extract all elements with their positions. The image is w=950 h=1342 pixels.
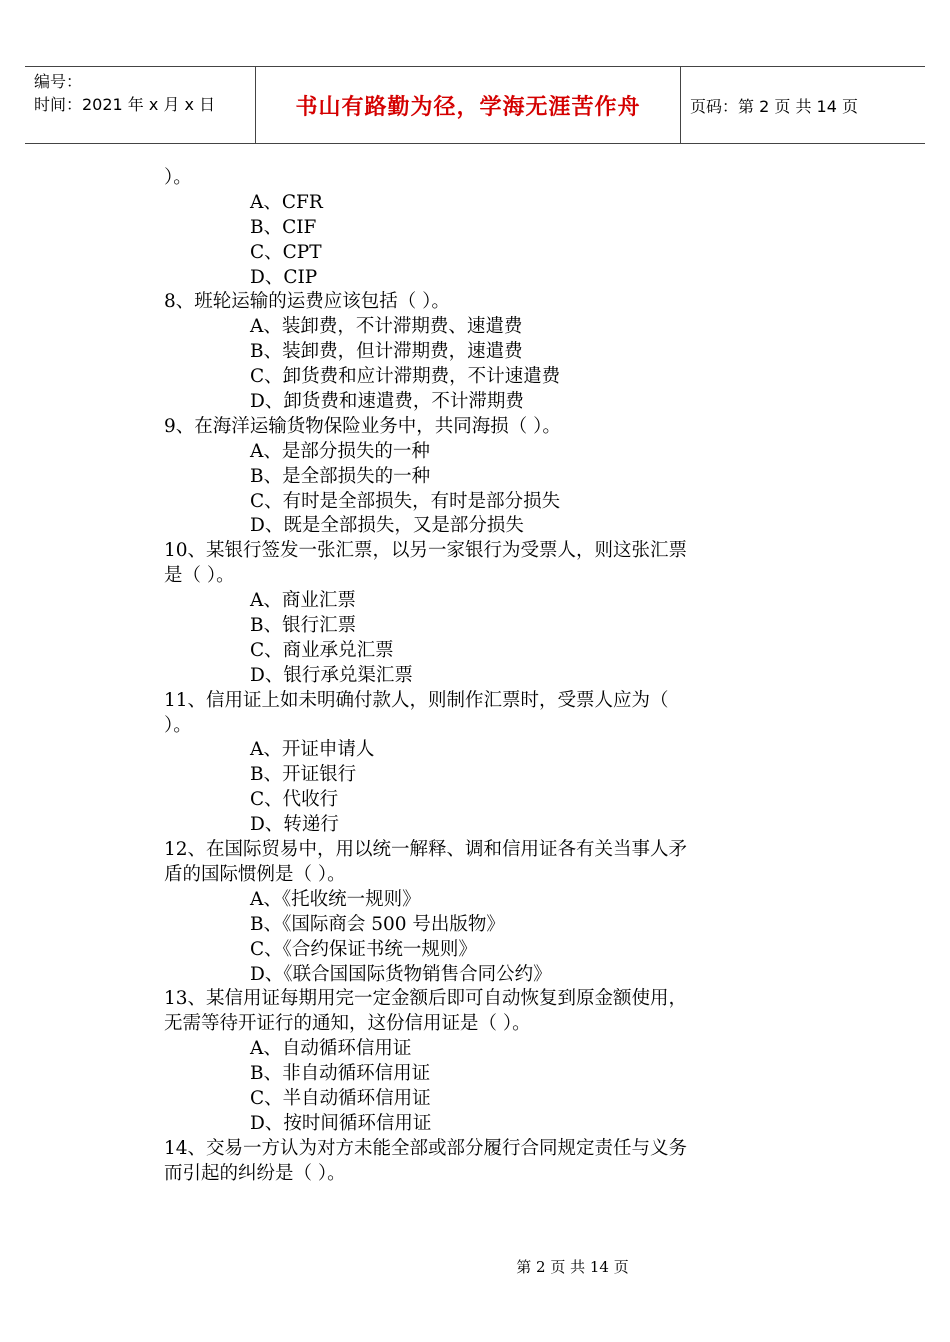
option-line: B、开证银行 — [250, 764, 357, 786]
question-line: 11、信用证上如未明确付款人，则制作汇票时，受票人应为（ — [164, 689, 669, 711]
question-line: ）。 — [164, 167, 192, 188]
option-line: D、既是全部损失，又是部分损失 — [250, 515, 524, 537]
option-line: A、开证申请人 — [250, 739, 375, 761]
option-line: A、《托收统一规则》 — [250, 888, 421, 910]
option-line: C、商业承兑汇票 — [250, 639, 394, 661]
option-line: C、CPT — [250, 241, 322, 263]
question-line: 而引起的纠纷是（ ）。 — [164, 1162, 346, 1184]
option-line: A、商业汇票 — [250, 590, 356, 612]
option-line: A、CFR — [250, 191, 323, 213]
option-line: D、按时间循环信用证 — [250, 1112, 432, 1134]
header-meta — [34, 70, 215, 116]
header-page-info: 页码：第 2 页 共 14 页 — [690, 97, 858, 116]
question-line: 14、交易一方认为对方未能全部或部分履行合同规定责任与义务 — [164, 1137, 688, 1159]
option-line: D、卸货费和速遣费，不计滞期费 — [250, 391, 524, 413]
option-line: C、代收行 — [250, 789, 339, 811]
option-line: A、自动循环信用证 — [250, 1038, 412, 1060]
question-line: 13、某信用证每期用完一定金额后即可自动恢复到原金额使用， — [164, 988, 688, 1010]
question-line: 8、班轮运输的运费应该包括（ ）。 — [164, 291, 450, 313]
option-line: D、CIP — [250, 266, 318, 288]
option-line: C、有时是全部损失，有时是部分损失 — [250, 490, 561, 512]
option-line: B、是全部损失的一种 — [250, 465, 431, 487]
option-line: B、《国际商会 500 号出版物》 — [250, 913, 505, 935]
option-line: B、CIF — [250, 216, 317, 238]
question-line: 12、在国际贸易中，用以统一解释、调和信用证各有关当事人矛 — [164, 839, 688, 861]
option-line: D、转递行 — [250, 814, 339, 836]
question-line: 9、在海洋运输货物保险业务中，共同海损（ ）。 — [164, 415, 561, 437]
option-line: C、卸货费和应计滞期费，不计速遣费 — [250, 366, 561, 388]
header-bottom-rule — [25, 143, 925, 144]
question-line: 盾的国际惯例是（ ）。 — [164, 863, 346, 885]
question-line: 10、某银行签发一张汇票，以另一家银行为受票人，则这张汇票 — [164, 540, 688, 562]
option-line: B、装卸费，但计滞期费，速遣费 — [250, 341, 523, 363]
option-line: B、银行汇票 — [250, 615, 357, 637]
header-divider-right — [680, 66, 681, 143]
option-line: B、非自动循环信用证 — [250, 1063, 431, 1085]
option-line: D、银行承兑渠汇票 — [250, 664, 413, 686]
option-line: A、是部分损失的一种 — [250, 440, 430, 462]
option-line: A、装卸费，不计滞期费、速遣费 — [250, 316, 523, 338]
question-line: 是（ ）。 — [164, 565, 235, 587]
header-time-label: 时间：2021 年 x 月 x 日 — [34, 95, 216, 114]
question-line: 无需等待开证行的通知，这份信用证是（ ）。 — [164, 1013, 531, 1035]
option-line: C、半自动循环信用证 — [250, 1087, 431, 1109]
question-content — [164, 166, 790, 1187]
option-line: D、《联合国国际货物销售合同公约》 — [250, 963, 552, 985]
header-top-rule — [25, 66, 925, 67]
header-motto: 书山有路勤为径，学海无涯苦作舟 — [295, 95, 641, 120]
option-line: C、《合约保证书统一规则》 — [250, 938, 477, 960]
footer-page-number: 第 2 页 共 14 页 — [516, 1258, 629, 1276]
header-number-label: 编号： — [34, 72, 83, 91]
question-line: ）。 — [164, 714, 192, 736]
